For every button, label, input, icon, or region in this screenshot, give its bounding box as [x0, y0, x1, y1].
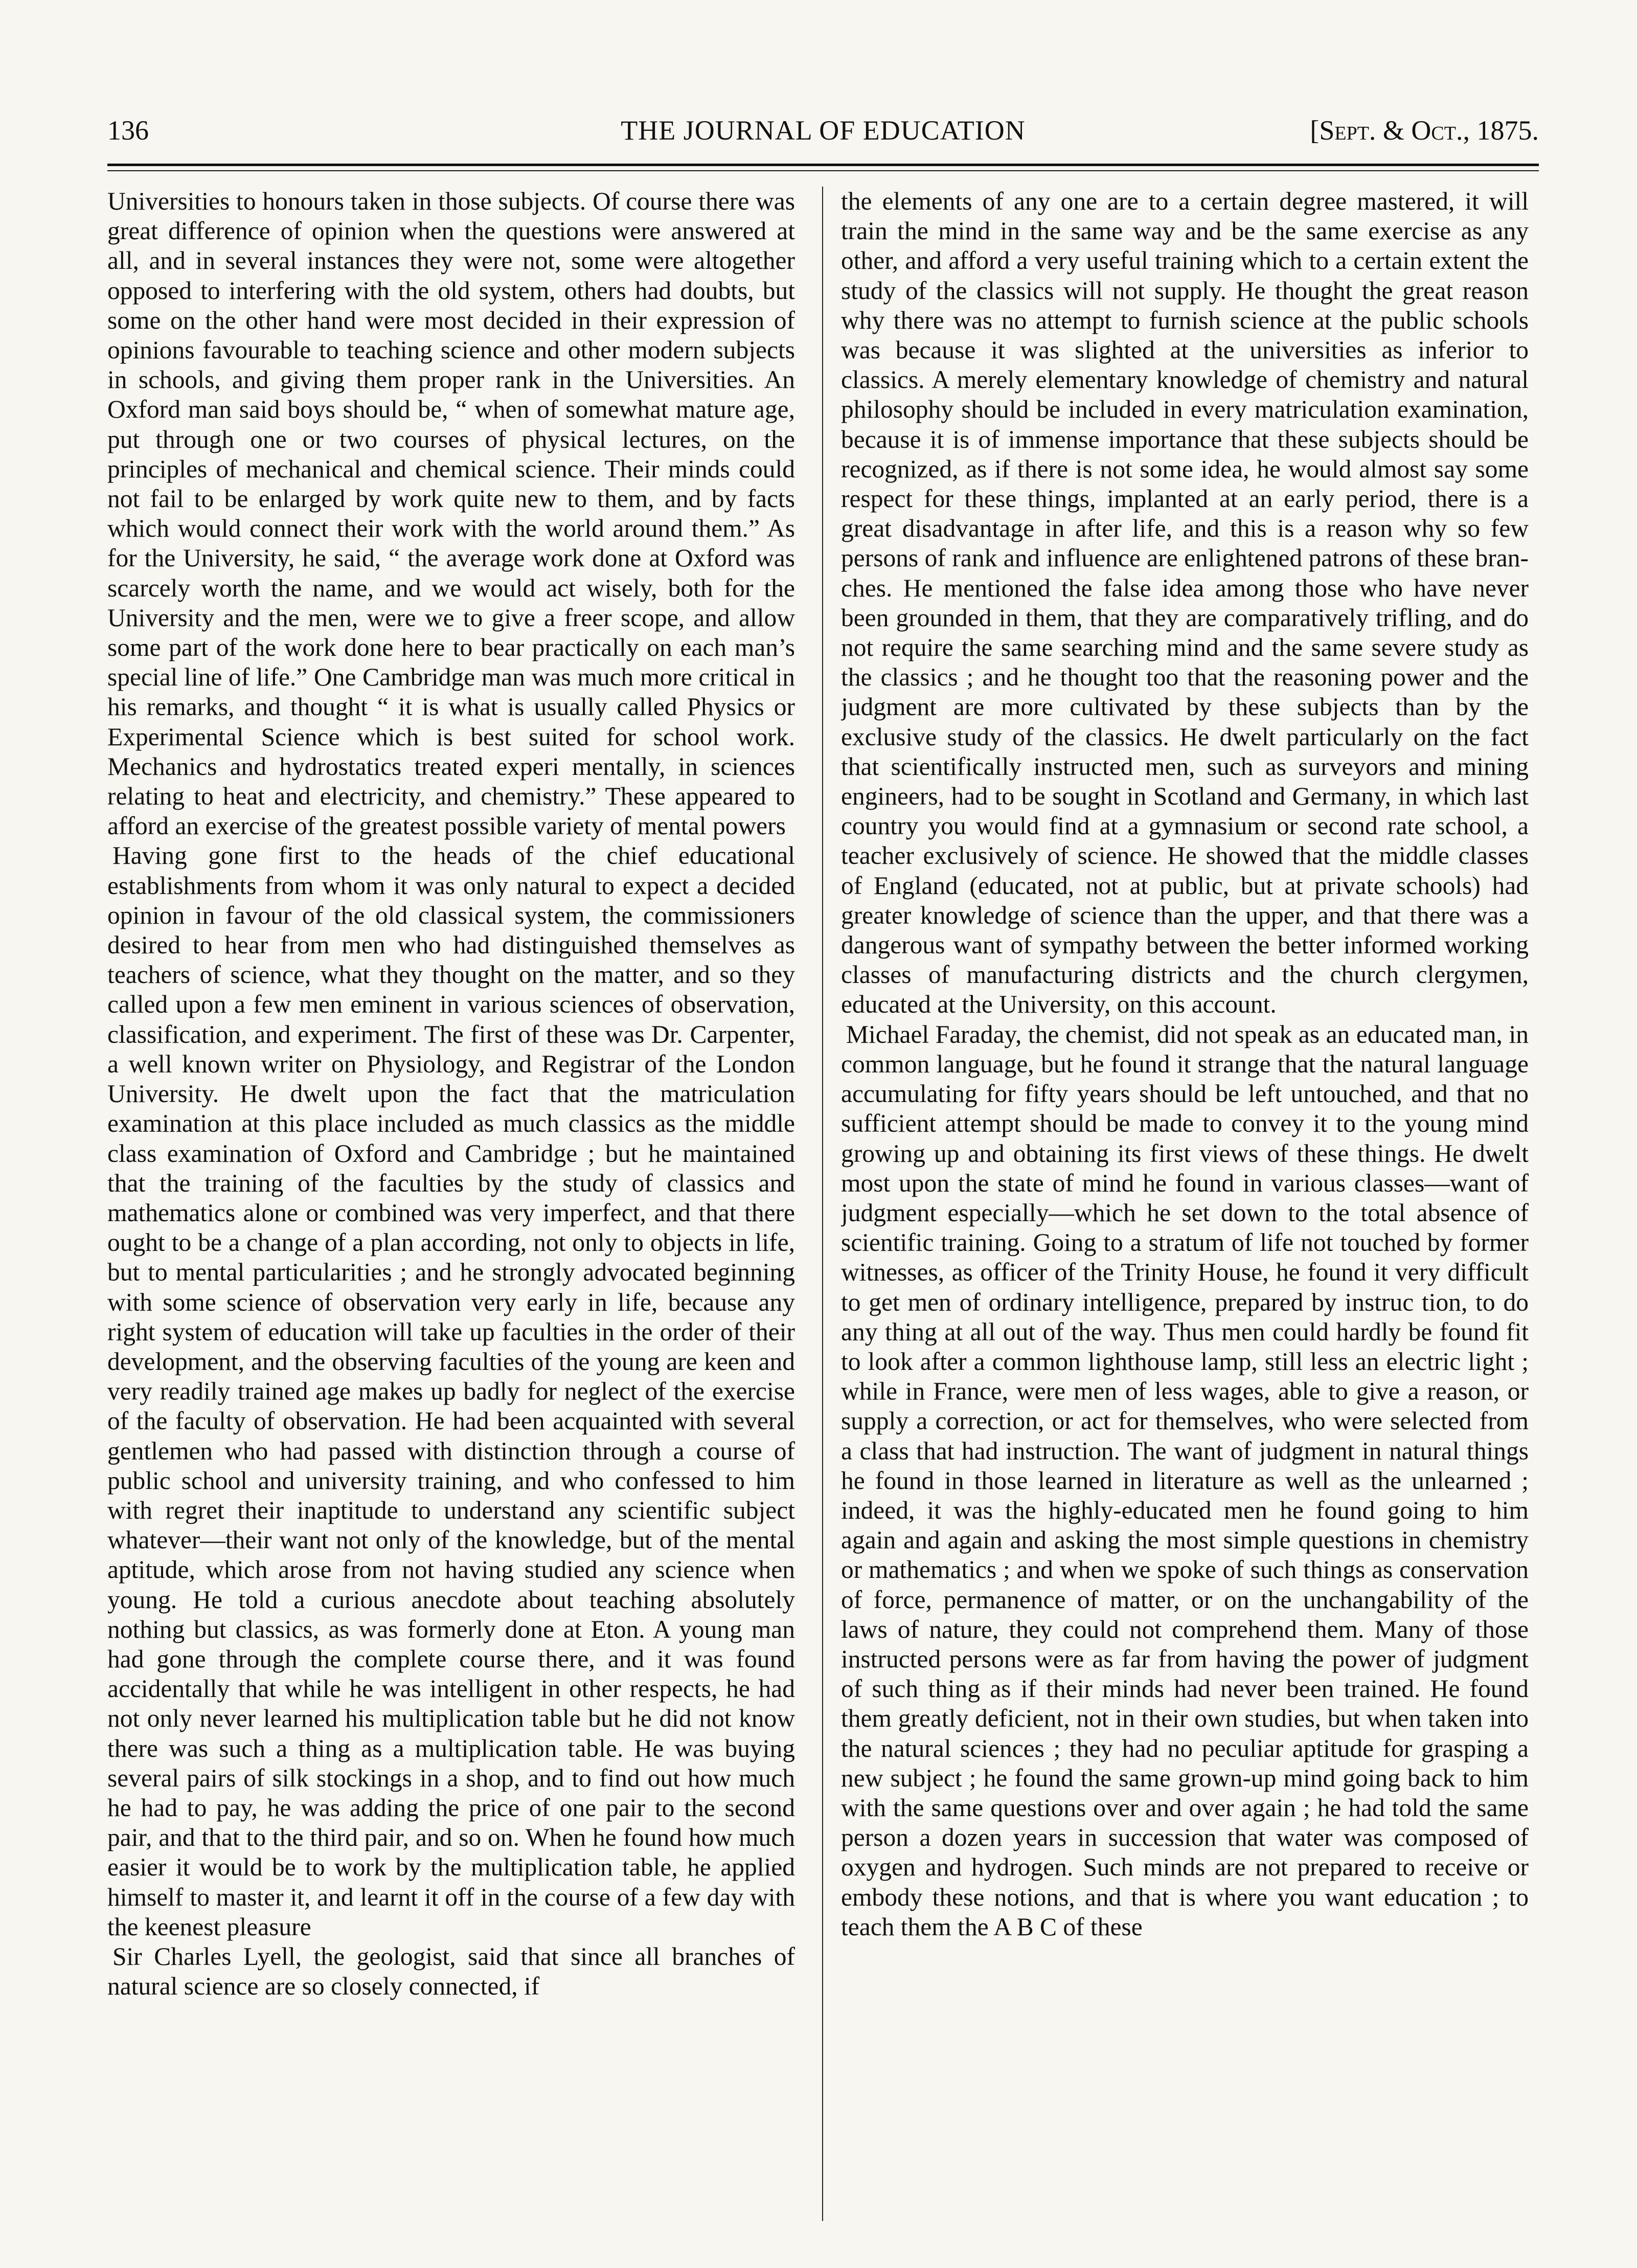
right-column: [841, 187, 1529, 2226]
page-number: 136: [107, 115, 149, 146]
journal-page: [107, 110, 1539, 2231]
header-rule-thick: [107, 164, 1539, 166]
header-rule-thin: [107, 170, 1539, 171]
running-header: [107, 110, 1539, 151]
left-column: [107, 187, 795, 2226]
column-divider: [822, 187, 823, 2221]
journal-title: THE JOURNAL OF EDUCATION: [621, 115, 1026, 146]
paragraph: the elements of any one are to a certain degree mastered, it will train the mind in the same way and be the same exercise as any other, and afford a very useful training which to a certain extent the study of the classics will not supply. He thought the great reason why there was no attempt to furnish science at the public schools was because it was slighted at the universities as inferior to classics. A merely elementary knowledge of chemistry and natural philosophy should be included in every matriculation examination, because it is of immense importance that these subjects should be recognized, as if there is not some idea, he would almost say some respect for these things, implanted at an early period, there is a great disadvantage in after life, and this is a reason why so few persons of rank and influence are enlightened patrons of these branches. He mentioned the false idea among those who have never been grounded in them, that they are comparatively trifling, and do not require the same searching mind and the same severe study as the classics ; and he thought too that the reasoning power and the judgment are more cultivated by these subjects than by the exclusive study of the classics. He dwelt particularly on the fact that scientifically instructed men, such as surveyors and mining engineers, had to be sought in Scotland and Germany, in which last country you would find at a gymnasium or second rate school, a teacher exclusively of science. He showed that the middle classes of England (educated, not at public, but at private schools) had greater knowledge of science than the upper, and that there was a dangerous want of sympathy between the better informed working classes of manufacturing districts and the church clergymen, educated at the University, on this account.: [841, 187, 1529, 1019]
paragraph: Having gone first to the heads of the chief educational establishments from whom it was only natural to expect a decided opinion in favour of the old classical system, the commissioners desired to hear from men who had distinguished themselves as teachers of science, what they thought on the matter, and so they called upon a few men eminent in various sciences of observation, classification, and experiment. The first of these was Dr. Carpenter, a well known writer on Physiology, and Registrar of the London University. He dwelt upon the fact that the matriculation examination at this place included as much classics as the middle class examination of Oxford and Cambridge ; but he maintained that the training of the faculties by the study of classics and mathematics alone or combined was very imperfect, and that there ought to be a change of a plan according, not only to objects in life, but to mental particularities ; and he strongly advocated beginning with some science of observation very early in life, because any right system of education will take up faculties in the order of their development, and the observing faculties of the young are keen and very readily trained age makes up badly for neglect of the exercise of the faculty of observation. He had been acquainted with several gentlemen who had passed with distinction through a course of public school and university training, and who confessed to him with regret their inaptitude to understand any scientific subject whatever—their want not only of the knowledge, but of the mental aptitude, which arose from not having studied any science when young. He told a curious anecdote about teaching absolutely nothing but classics, as was formerly done at Eton. A young man had gone through the complete course there, and it was found accidentally that while he was intelligent in other respects, he had not only never learned his multiplication table but he did not know there was such a thing as a multiplication table. He was buying several pairs of silk stockings in a shop, and to find out how much he had to pay, he was adding the price of one pair to the second pair, and that to the third pair, and so on. When he found how much easier it would be to work by the multiplication table, he applied himself to master it, and learnt it off in the course of a few day with the keenest pleasure: [107, 841, 795, 1941]
paragraph: Sir Charles Lyell, the geologist, said that since all branches of natural science are so closely connected, if: [107, 1942, 795, 2001]
paragraph: Universities to honours taken in those subjects. Of course there was great difference of opinion when the questions were answered at all, and in several instances they were not, some were altogether opposed to interfering with the old system, others had doubts, but some on the other hand were most decided in their expression of opinions favourable to teaching science and other modern subjects in schools, and giving them proper rank in the Universities. An Oxford man said boys should be, “ when of somewhat mature age, put through one or two courses of physical lectures, on the principles of mechanical and chemical science. Their minds could not fail to be enlarged by work quite new to them, and by facts which would connect their work with the world around them.” As for the University, he said, “ the average work done at Oxford was scarcely worth the name, and we would act wisely, both for the University and the men, were we to give a freer scope, and allow some part of the work done here to bear practically on each man’s special line of life.” One Cambridge man was much more critical in his remarks, and thought “ it is what is usually called Physics or Experimental Science which is best suited for school work. Mechanics and hydrostatics treated experi mentally, in sciences relating to heat and electricity, and chemistry.” These appeared to afford an exercise of the greatest possible variety of mental powers: [107, 187, 795, 840]
paragraph: Michael Faraday, the chemist, did not speak as an educated man, in common language, but he found it strange that the natural language accumulating for fifty years should be left untouched, and that no sufficient attempt should be made to convey it to the young mind growing up and obtaining its first views of these things. He dwelt most upon the state of mind he found in various classes—want of judgment especially—which he set down to the total absence of scientific training. Going to a stratum of life not touched by former witnesses, as officer of the Trinity House, he found it very difficult to get men of ordinary intelligence, prepared by instruc tion, to do any thing at all out of the way. Thus men could hardly be found fit to look after a common lighthouse lamp, still less an electric light ; while in France, were men of less wages, able to give a reason, or supply a correction, or act for themselves, who were selected from a class that had instruction. The want of judgment in natural things he found in those learned in literature as well as the unlearned ; indeed, it was the highly-educated men he found going to him again and again and asking the most simple questions in chemistry or mathematics ; and when we spoke of such things as conservation of force, permanence of matter, or on the unchangability of the laws of nature, they could not comprehend them. Many of those instructed persons were as far from having the power of judgment of such thing as if their minds had never been trained. He found them greatly deficient, not in their own studies, but when taken into the natural sciences ; they had no peculiar aptitude for grasping a new subject ; he found the same grown-up mind going back to him with the same questions over and over again ; he had told the same person a dozen years in succession that water was composed of oxygen and hydrogen. Such minds are not prepared to receive or embody these notions, and that is where you want education ; to teach them the A B C of these: [841, 1020, 1529, 1941]
issue-date: [Sept. & Oct., 1875.: [1310, 115, 1539, 146]
